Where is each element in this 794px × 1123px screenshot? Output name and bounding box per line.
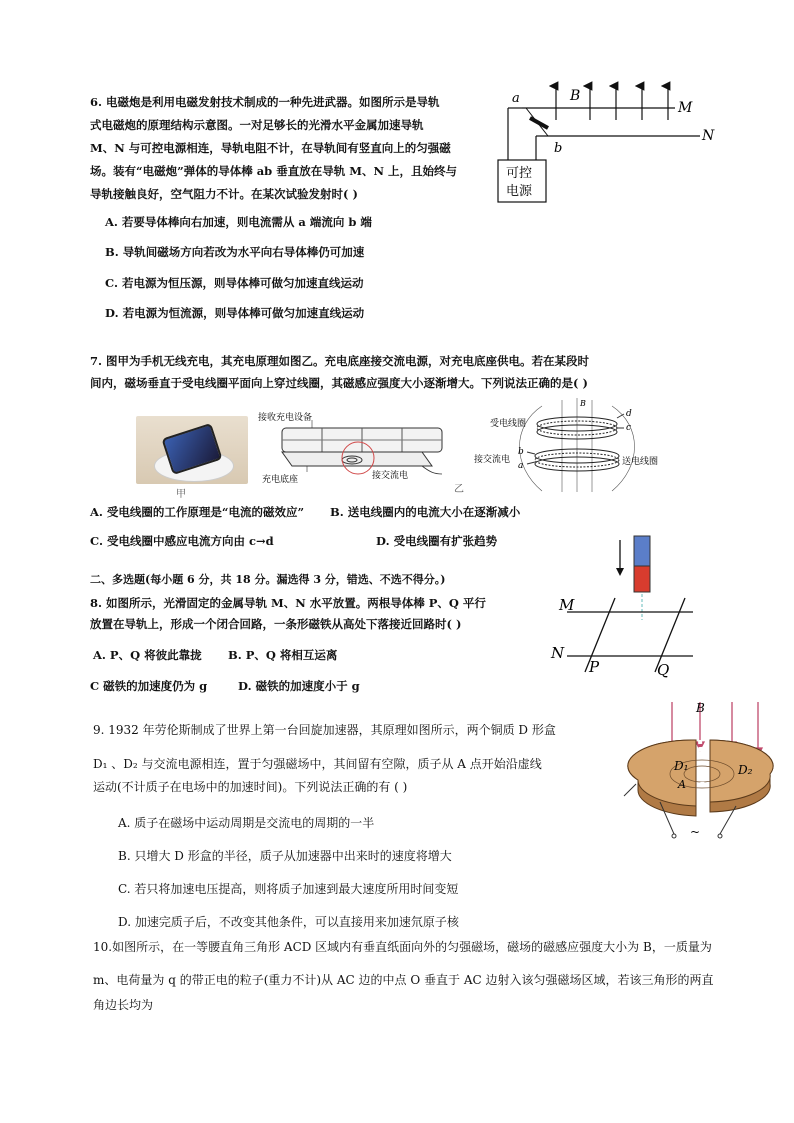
- cyclotron-figure: [620, 694, 790, 844]
- label-b: b: [554, 141, 563, 156]
- label-B-cyc: B: [696, 701, 705, 715]
- label-receive-coil: 受电线圈: [490, 419, 527, 429]
- label-Q: Q: [657, 661, 670, 679]
- q9-option-a: A. 质子在磁场中运动周期是交流电的周期的一半: [118, 816, 375, 830]
- q8-line-2: 放置在导轨上，形成一个闭合回路，一条形磁铁从高处下落接近回路时( ): [90, 617, 462, 631]
- q9-option-d: D. 加速完质子后，不改变其他条件，可以直接用来加速氘原子核: [118, 915, 459, 929]
- label-N-q8: N: [551, 644, 565, 662]
- q6-line-4: 场。装有“电磁炮”弹体的导体棒 ab 垂直放在导轨 M、N 上，且始终与: [90, 164, 457, 178]
- label-jia: 甲: [176, 489, 186, 500]
- label-ac-in-2: 接交流电: [474, 455, 511, 465]
- q9-line-3: 运动(不计质子在电场中的加速时间)。下列说法正确的有 ( ): [93, 780, 408, 794]
- q10-line-1: 10.如图所示，在一等腰直角三角形 ACD 区域内有垂直纸面向外的匀强磁场，磁场的磁感应强度大小为 B，一质量为: [93, 940, 712, 954]
- label-P: P: [589, 658, 600, 676]
- q10-line-3: 角边长均为: [93, 998, 154, 1012]
- label-D1: D₁: [674, 759, 689, 773]
- label-M: M: [678, 100, 693, 116]
- label-B: B: [570, 88, 581, 104]
- q6-line-1: 6. 电磁炮是利用电磁发射技术制成的一种先进武器。如图所示是导轨: [90, 95, 440, 109]
- label-D2: D₂: [738, 763, 753, 777]
- q7-option-b: B. 送电线圈内的电流大小在逐渐减小: [330, 505, 521, 519]
- label-ac-in: 接交流电: [372, 471, 409, 481]
- q6-option-a: A. 若要导体棒向右加速，则电流需从 a 端流向 b 端: [105, 215, 372, 229]
- q6-line-5: 导轨接触良好，空气阻力不计。在某次试验发射时( ): [90, 187, 358, 201]
- q6-line-3: M、N 与可控电源相连，导轨电阻不计，在导轨间有竖直向上的匀强磁: [90, 141, 451, 155]
- q9-line-2: D₁ 、D₂ 与交流电源相连，置于匀强磁场中，其间留有空隙，质子从 A 点开始沿虚线: [93, 757, 542, 771]
- label-b-coil: b: [518, 447, 524, 457]
- q6-line-2: 式电磁炮的原理结构示意图。一对足够长的光滑水平金属加速导轨: [90, 118, 424, 132]
- label-charging-base: 充电底座: [262, 475, 299, 485]
- label-c: c: [626, 423, 632, 433]
- q8-option-d: D. 磁铁的加速度小于 g: [238, 679, 360, 693]
- section-2-heading: 二、多选题(每小题 6 分，共 18 分。漏选得 3 分，错选、不选不得分。): [90, 573, 446, 586]
- q7-option-d: D. 受电线圈有扩张趋势: [376, 534, 498, 548]
- label-M-q8: M: [559, 596, 575, 614]
- label-a-coil: a: [518, 461, 524, 471]
- q7-option-c: C. 受电线圈中感应电流方向由 c→d: [90, 534, 274, 548]
- label-N: N: [702, 128, 715, 144]
- label-send-coil: 送电线圈: [622, 457, 659, 467]
- q7-option-a: A. 受电线圈的工作原理是“电流的磁效应”: [90, 505, 305, 519]
- label-ac: ~: [690, 825, 701, 839]
- q8-option-c: C 磁铁的加速度仍为 g: [90, 679, 208, 693]
- phone-charging-photo: [136, 416, 248, 484]
- q6-railgun-figure: [490, 80, 730, 210]
- q8-line-1: 8. 如图所示，光滑固定的金属导轨 M、N 水平放置。两根导体棒 P、Q 平行: [90, 596, 486, 610]
- label-B-coil: B: [580, 399, 586, 408]
- label-source-1: 可控: [506, 166, 533, 181]
- charging-base-diagram: [252, 408, 472, 498]
- label-source-2: 电源: [506, 184, 533, 199]
- q8-option-a: A. P、Q 将彼此靠拢: [93, 648, 202, 662]
- label-A: A: [678, 778, 686, 791]
- q8-rails-magnet-figure: [545, 532, 715, 682]
- q6-option-b: B. 导轨间磁场方向若改为水平向右导体棒仍可加速: [105, 245, 365, 259]
- q8-option-b: B. P、Q 将相互运离: [228, 648, 338, 662]
- coils-diagram: [472, 396, 682, 496]
- q10-line-2: m、电荷量为 q 的带正电的粒子(重力不计)从 AC 边的中点 O 垂直于 AC 边射入该匀强磁场区域，若该三角形的两直: [93, 973, 714, 987]
- label-receiver-device: 接收充电设备: [258, 413, 313, 423]
- q7-line-2: 间内，磁场垂直于受电线圈平面向上穿过线圈，其磁感应强度大小逐渐增大。下列说法正确的是( ): [90, 376, 588, 390]
- q6-option-d: D. 若电源为恒流源，则导体棒可做匀加速直线运动: [105, 306, 365, 320]
- label-d: d: [626, 409, 632, 419]
- q9-option-b: B. 只增大 D 形盒的半径，质子从加速器中出来时的速度将增大: [118, 849, 452, 863]
- q6-option-c: C. 若电源为恒压源，则导体棒可做匀加速直线运动: [105, 276, 364, 290]
- label-yi: 乙: [454, 484, 464, 495]
- q9-option-c: C. 若只将加速电压提高，则将质子加速到最大速度所用时间变短: [118, 882, 459, 896]
- q9-line-1: 9. 1932 年劳伦斯制成了世界上第一台回旋加速器，其原理如图所示，两个铜质 D 形盒: [93, 723, 556, 737]
- label-a: a: [512, 91, 520, 106]
- q7-line-1: 7. 图甲为手机无线充电，其充电原理如图乙。充电底座接交流电源，对充电底座供电。若在某段时: [90, 354, 590, 368]
